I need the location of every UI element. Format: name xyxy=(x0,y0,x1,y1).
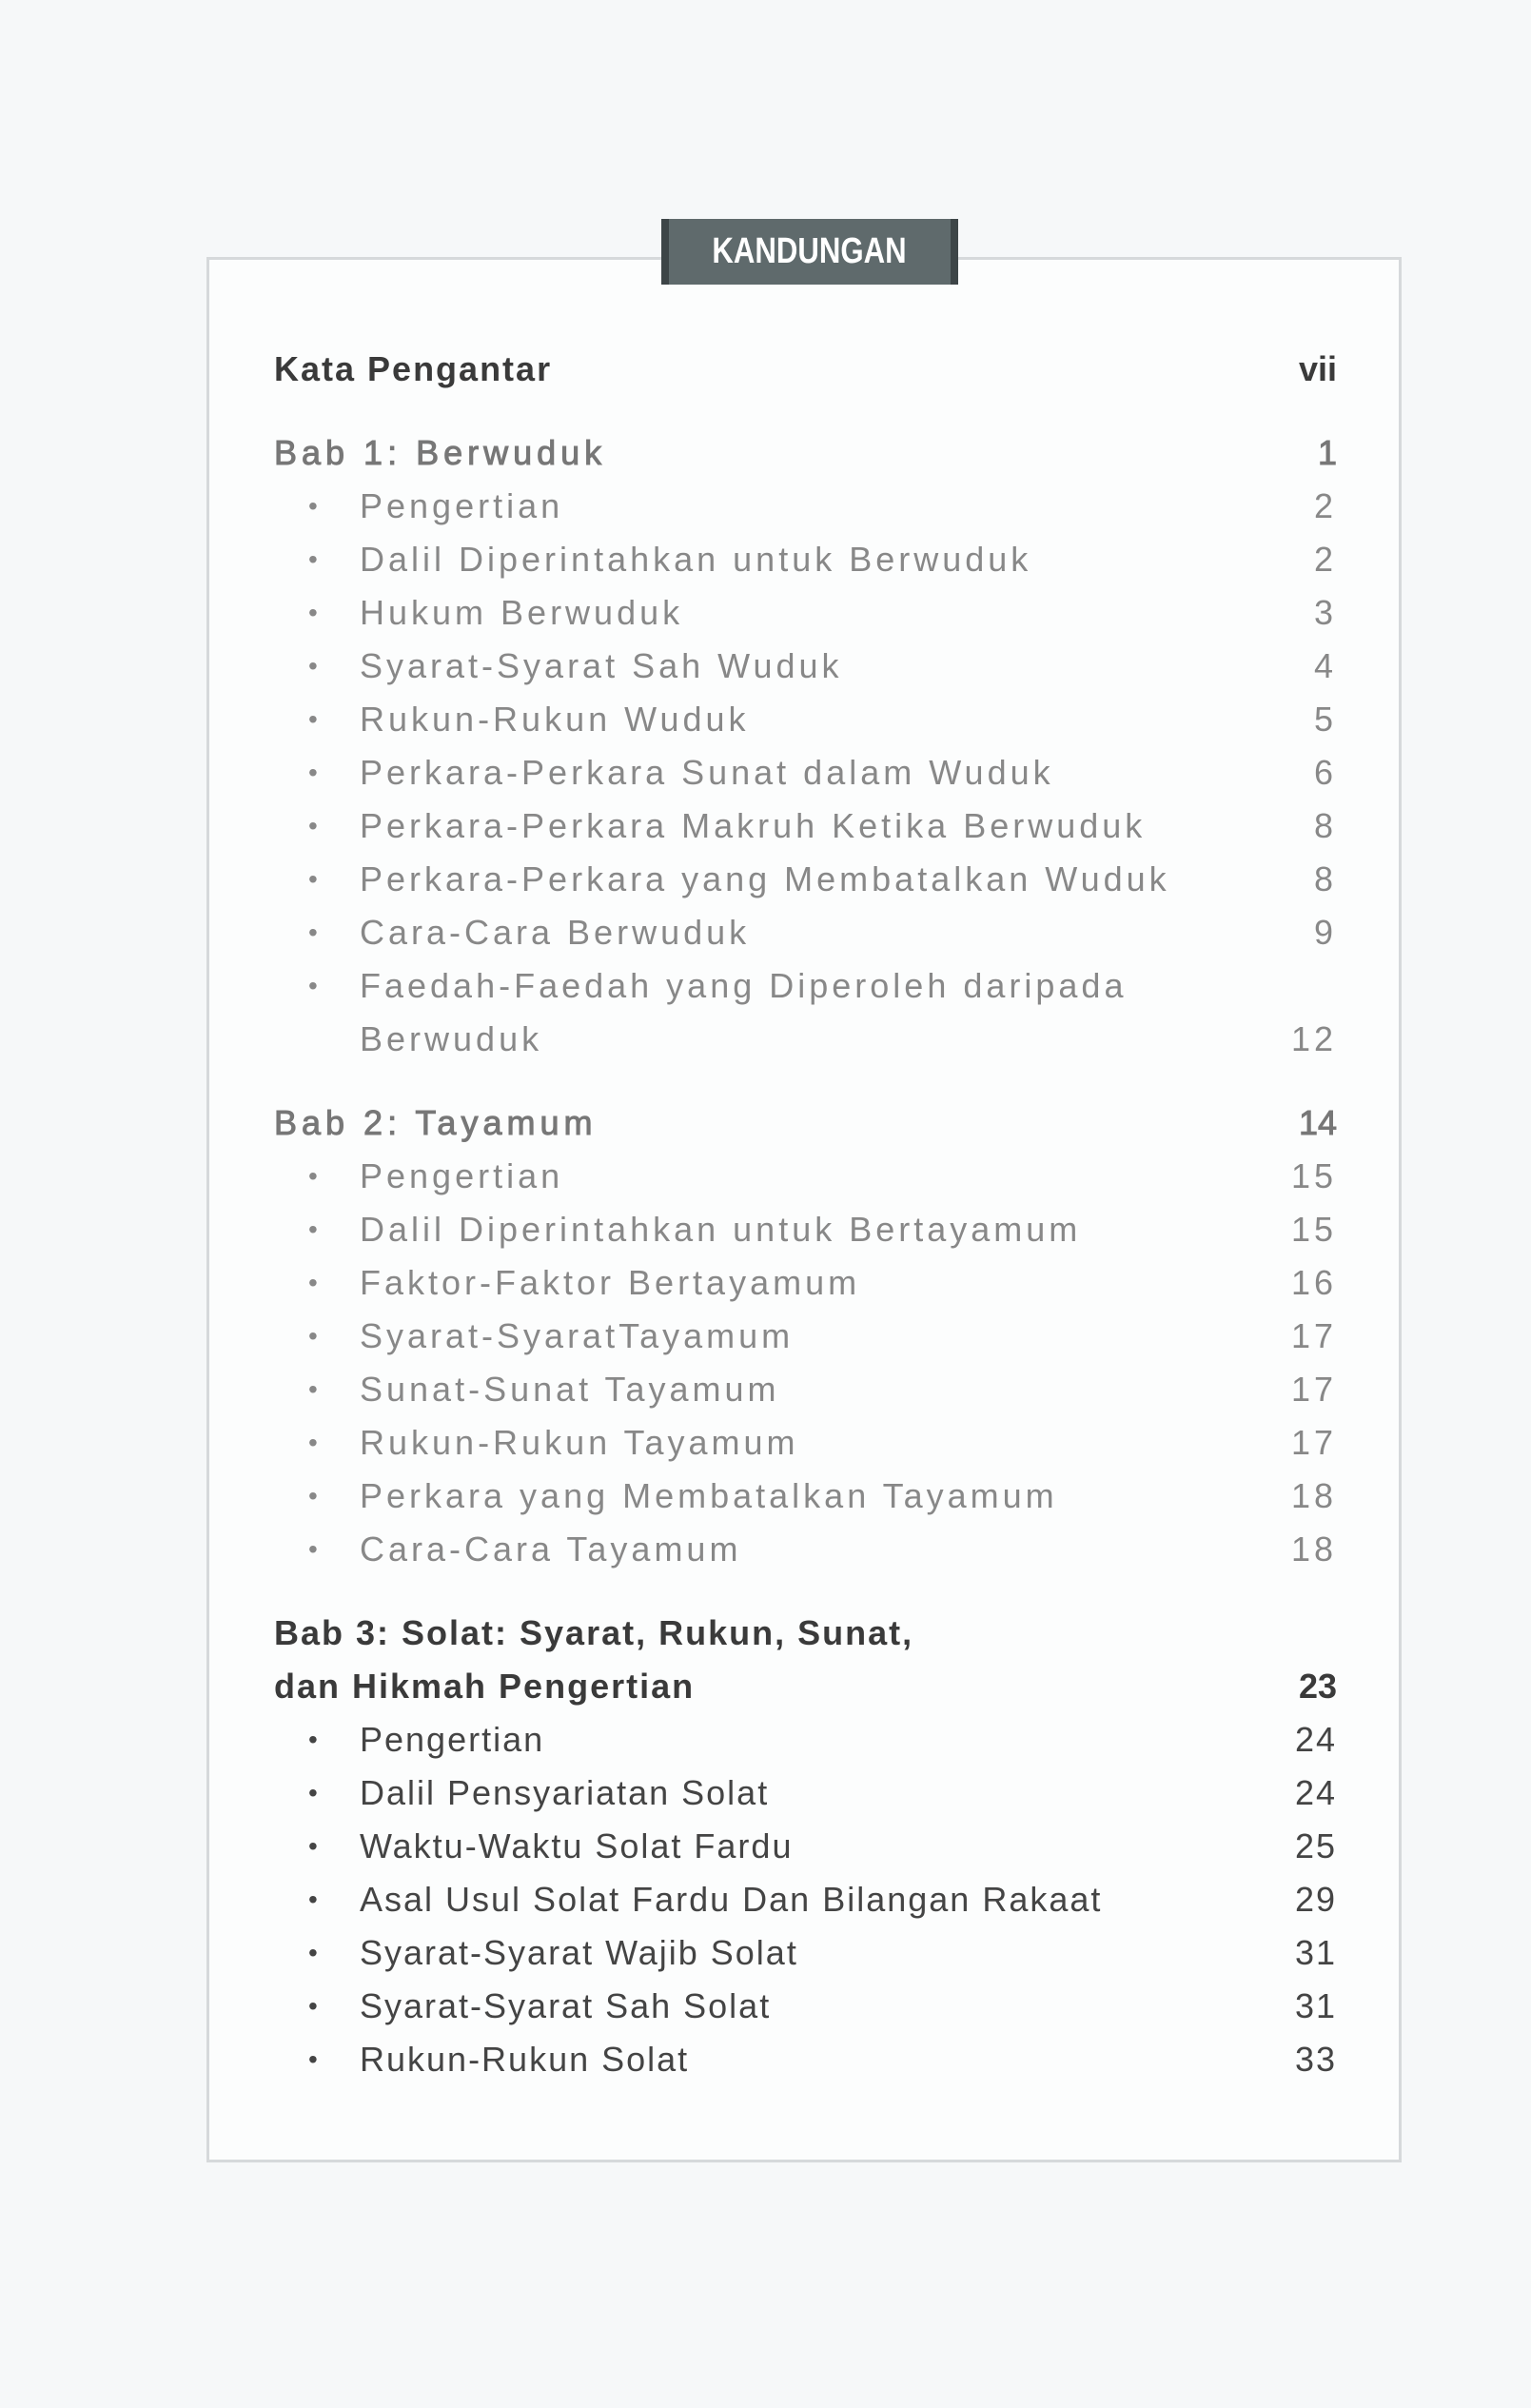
page-number: 31 xyxy=(1294,1933,1337,1972)
page-number: 29 xyxy=(1294,1880,1337,1919)
entry-label: Pengertian xyxy=(360,486,564,525)
page-number: 17 xyxy=(1290,1316,1337,1355)
toc-entry xyxy=(274,1713,1337,1767)
entry-label: Cara-Cara Berwuduk xyxy=(360,913,751,952)
toc-entry xyxy=(274,1980,1337,2033)
toc-entry xyxy=(274,1150,1337,1203)
chapter-heading xyxy=(274,1096,1337,1150)
chapter-title: Bab 1: Berwuduk xyxy=(274,433,607,472)
bullet-icon: • xyxy=(308,1161,322,1191)
page-number: 24 xyxy=(1294,1720,1337,1759)
page-number: vii xyxy=(1298,349,1337,388)
page-number: 14 xyxy=(1298,1103,1337,1142)
page-number: 2 xyxy=(1313,540,1337,579)
entry-label: Perkara-Perkara Sunat dalam Wuduk xyxy=(360,753,1054,792)
entry-label: Perkara yang Membatalkan Tayamum xyxy=(360,1476,1058,1515)
chapter-heading xyxy=(274,1660,1337,1713)
toc-entry xyxy=(274,1310,1337,1363)
toc-entry xyxy=(274,799,1337,853)
bullet-icon: • xyxy=(308,1885,320,1914)
entry-label: Dalil Diperintahkan untuk Bertayamum xyxy=(360,1210,1082,1249)
toc-entry xyxy=(274,2033,1337,2086)
page-number: 17 xyxy=(1290,1423,1337,1462)
bullet-icon: • xyxy=(308,1831,320,1861)
toc-entry xyxy=(274,1256,1337,1310)
entry-label: Berwuduk xyxy=(360,1019,543,1058)
toc-entry xyxy=(274,1926,1337,1980)
toc-entry xyxy=(274,1873,1337,1926)
toc-entry xyxy=(274,1363,1337,1416)
page-number: 23 xyxy=(1298,1667,1337,1706)
page-number: 33 xyxy=(1294,2040,1337,2079)
page-number: 18 xyxy=(1290,1476,1337,1515)
bullet-icon: • xyxy=(308,1938,320,1967)
bullet-icon: • xyxy=(308,2044,320,2074)
entry-label: Pengertian xyxy=(360,1720,545,1759)
entry-label: Waktu-Waktu Solat Fardu xyxy=(360,1826,794,1865)
entry-label: Pengertian xyxy=(360,1156,564,1195)
bullet-icon: • xyxy=(308,1991,320,2021)
entry-label: Dalil Pensyariatan Solat xyxy=(360,1773,770,1812)
entry-label: Syarat-Syarat Sah Wuduk xyxy=(360,646,843,685)
chapter-title: Bab 2: Tayamum xyxy=(274,1103,598,1142)
toc-entry xyxy=(274,1416,1337,1470)
entry-label: Sunat-Sunat Tayamum xyxy=(360,1370,780,1409)
page-number: 3 xyxy=(1313,593,1337,632)
page-number: 2 xyxy=(1313,486,1337,525)
entry-label: Faktor-Faktor Bertayamum xyxy=(360,1263,861,1302)
entry-label: Syarat-Syarat Sah Solat xyxy=(360,1986,772,2025)
bullet-icon: • xyxy=(308,1778,320,1807)
toc-entry xyxy=(274,746,1337,799)
bullet-icon: • xyxy=(308,758,322,787)
bullet-icon: • xyxy=(308,918,322,947)
page-number: 9 xyxy=(1313,913,1337,952)
toc-section xyxy=(274,426,1337,1066)
page-number: 25 xyxy=(1294,1826,1337,1865)
toc-entry xyxy=(274,853,1337,906)
bullet-icon: • xyxy=(308,1321,322,1351)
bullet-icon: • xyxy=(308,1428,322,1457)
chapter-title: dan Hikmah Pengertian xyxy=(274,1667,696,1706)
entry-label: Perkara-Perkara yang Membatalkan Wuduk xyxy=(360,859,1170,898)
entry-label: Rukun-Rukun Tayamum xyxy=(360,1423,799,1462)
entry-label: Syarat-Syarat Wajib Solat xyxy=(360,1933,798,1972)
toc-entry xyxy=(274,693,1337,746)
page-number: 31 xyxy=(1294,1986,1337,2025)
page-number: 15 xyxy=(1290,1156,1337,1195)
chapter-heading xyxy=(274,343,1337,396)
chapter-title: Bab 3: Solat: Syarat, Rukun, Sunat, xyxy=(274,1613,914,1652)
entry-label: Cara-Cara Tayamum xyxy=(360,1530,742,1569)
entry-label: Faedah-Faedah yang Diperoleh daripada xyxy=(360,966,1128,1005)
toc-section xyxy=(274,343,1337,396)
page-number: 18 xyxy=(1290,1530,1337,1569)
page-number: 17 xyxy=(1290,1370,1337,1409)
page-title: KANDUNGAN xyxy=(661,219,958,285)
entry-label: Rukun-Rukun Wuduk xyxy=(360,700,750,739)
toc-entry xyxy=(274,1013,1337,1066)
page-number: 12 xyxy=(1290,1019,1337,1058)
bullet-icon: • xyxy=(308,1268,322,1297)
page-number: 1 xyxy=(1317,433,1337,472)
chapter-heading xyxy=(274,426,1337,480)
page-number: 6 xyxy=(1313,753,1337,792)
toc-entry xyxy=(274,1523,1337,1576)
page-number: 24 xyxy=(1294,1773,1337,1812)
bullet-icon: • xyxy=(308,1725,320,1754)
bullet-icon: • xyxy=(308,1214,322,1244)
chapter-heading xyxy=(274,1607,1337,1660)
toc-section xyxy=(274,1607,1337,2086)
bullet-icon: • xyxy=(308,971,322,1000)
bullet-icon: • xyxy=(308,1534,322,1564)
toc-entry xyxy=(274,1203,1337,1256)
toc-entry xyxy=(274,959,1337,1013)
toc-entry xyxy=(274,480,1337,533)
bullet-icon: • xyxy=(308,811,322,840)
page-number: 8 xyxy=(1313,806,1337,845)
entry-label: Perkara-Perkara Makruh Ketika Berwuduk xyxy=(360,806,1147,845)
bullet-icon: • xyxy=(308,491,322,521)
toc-entry xyxy=(274,533,1337,586)
toc-entry xyxy=(274,586,1337,640)
entry-label: Rukun-Rukun Solat xyxy=(360,2040,690,2079)
bullet-icon: • xyxy=(308,1481,322,1510)
entry-label: Syarat-SyaratTayamum xyxy=(360,1316,795,1355)
entry-label: Dalil Diperintahkan untuk Berwuduk xyxy=(360,540,1032,579)
page-number: 16 xyxy=(1290,1263,1337,1302)
bullet-icon: • xyxy=(308,598,322,627)
bullet-icon: • xyxy=(308,864,322,894)
toc-entry xyxy=(274,1470,1337,1523)
page-number: 4 xyxy=(1313,646,1337,685)
bullet-icon: • xyxy=(308,704,322,734)
bullet-icon: • xyxy=(308,544,322,574)
toc-section xyxy=(274,1096,1337,1576)
toc-entry xyxy=(274,1767,1337,1820)
page-number: 8 xyxy=(1313,859,1337,898)
page-number: 15 xyxy=(1290,1210,1337,1249)
table-of-contents xyxy=(274,343,1337,2086)
toc-entry xyxy=(274,640,1337,693)
toc-entry xyxy=(274,906,1337,959)
bullet-icon: • xyxy=(308,651,322,681)
toc-entry xyxy=(274,1820,1337,1873)
chapter-title: Kata Pengantar xyxy=(274,349,553,388)
entry-label: Asal Usul Solat Fardu Dan Bilangan Rakaat xyxy=(360,1880,1103,1919)
entry-label: Hukum Berwuduk xyxy=(360,593,684,632)
bullet-icon: • xyxy=(308,1374,322,1404)
page-number: 5 xyxy=(1313,700,1337,739)
